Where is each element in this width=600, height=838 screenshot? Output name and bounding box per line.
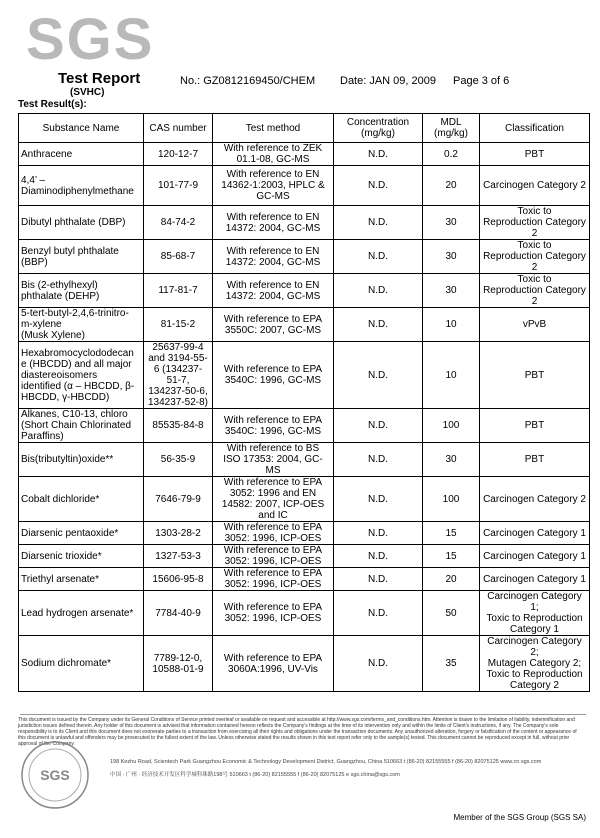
cell-mdl: 100 <box>423 477 480 522</box>
cell-classification: Carcinogen Category 2 <box>480 477 590 522</box>
cell-cas-number: 84-74-2 <box>144 206 213 240</box>
cell-concentration: N.D. <box>334 568 423 591</box>
cell-test-method: With reference to EN 14372: 2004, GC-MS <box>213 274 334 308</box>
cell-substance-name: Sodium dichromate* <box>19 636 144 692</box>
cell-test-method: With reference to EPA 3052: 1996, ICP-OES <box>213 545 334 568</box>
cell-test-method: With reference to EPA 3540C: 1996, GC-MS <box>213 409 334 443</box>
cell-substance-name: 5-tert-butyl-2,4,6-trinitro- m-xylene (Musk Xylene) <box>19 308 144 342</box>
header-concentration: Concentration (mg/kg) <box>334 114 423 143</box>
table-header-row <box>19 114 590 143</box>
header-substance: Substance Name <box>19 114 144 143</box>
header-method: Test method <box>213 114 334 143</box>
sgs-logo <box>18 6 158 72</box>
cell-mdl: 30 <box>423 206 480 240</box>
cell-mdl: 30 <box>423 240 480 274</box>
cell-substance-name: Diarsenic trioxide* <box>19 545 144 568</box>
cell-test-method: With reference to EPA 3052: 1996 and EN 14582: 2007, ICP-OES and IC <box>213 477 334 522</box>
cell-substance-name: Alkanes, C10-13, chloro (Short Chain Chlorinated Paraffins) <box>19 409 144 443</box>
cell-concentration: N.D. <box>334 206 423 240</box>
table-row <box>19 308 590 342</box>
cell-cas-number: 56-35-9 <box>144 443 213 477</box>
report-subtitle: (SVHC) <box>70 87 105 98</box>
table-row <box>19 409 590 443</box>
cell-mdl: 30 <box>423 443 480 477</box>
cell-concentration: N.D. <box>334 308 423 342</box>
cell-concentration: N.D. <box>334 166 423 206</box>
cell-substance-name: Anthracene <box>19 143 144 166</box>
cell-cas-number: 81-15-2 <box>144 308 213 342</box>
cell-concentration: N.D. <box>334 342 423 409</box>
cell-test-method: With reference to ZEK 01.1-08, GC-MS <box>213 143 334 166</box>
cell-concentration: N.D. <box>334 477 423 522</box>
cell-cas-number: 15606-95-8 <box>144 568 213 591</box>
cell-cas-number: 85535-84-8 <box>144 409 213 443</box>
cell-cas-number: 7784-40-9 <box>144 591 213 636</box>
table-row <box>19 274 590 308</box>
cell-mdl: 20 <box>423 166 480 206</box>
cell-concentration: N.D. <box>334 545 423 568</box>
cell-classification: PBT <box>480 143 590 166</box>
member-of-group: Member of the SGS Group (SGS SA) <box>453 813 586 822</box>
cell-test-method: With reference to EN 14372: 2004, GC-MS <box>213 206 334 240</box>
cell-substance-name: Bis(tributyltin)oxide** <box>19 443 144 477</box>
report-number: No.: GZ0812169450/CHEM <box>180 75 316 87</box>
cell-classification: Carcinogen Category 1; Toxic to Reproduction Category 1 <box>480 591 590 636</box>
sgs-stamp <box>20 740 90 810</box>
cell-mdl: 15 <box>423 545 480 568</box>
cell-cas-number: 7789-12-0, 10588-01-9 <box>144 636 213 692</box>
cell-concentration: N.D. <box>334 443 423 477</box>
cell-mdl: 10 <box>423 342 480 409</box>
cell-classification: PBT <box>480 443 590 477</box>
cell-mdl: 10 <box>423 308 480 342</box>
cell-cas-number: 7646-79-9 <box>144 477 213 522</box>
stamp-text: SGS <box>40 767 70 783</box>
page-number: Page 3 of 6 <box>453 75 510 87</box>
cell-substance-name: Lead hydrogen arsenate* <box>19 591 144 636</box>
cell-classification: PBT <box>480 409 590 443</box>
cell-test-method: With reference to EN 14372: 2004, GC-MS <box>213 240 334 274</box>
cell-mdl: 15 <box>423 522 480 545</box>
cell-test-method: With reference to EPA 3052: 1996, ICP-OES <box>213 591 334 636</box>
footer-divider <box>20 714 586 715</box>
table-body <box>19 143 590 692</box>
cell-test-method: With reference to EPA 3052: 1996, ICP-OES <box>213 568 334 591</box>
cell-classification: Toxic to Reproduction Category 2 <box>480 274 590 308</box>
table-row <box>19 143 590 166</box>
stamp-icon <box>20 740 90 810</box>
table-row <box>19 568 590 591</box>
cell-concentration: N.D. <box>334 591 423 636</box>
cell-classification: Carcinogen Category 1 <box>480 522 590 545</box>
table-row <box>19 206 590 240</box>
cell-classification: Carcinogen Category 1 <box>480 568 590 591</box>
header-classification: Classification <box>480 114 590 143</box>
cell-mdl: 0.2 <box>423 143 480 166</box>
cell-substance-name: Triethyl arsenate* <box>19 568 144 591</box>
cell-test-method: With reference to EPA 3052: 1996, ICP-OES <box>213 522 334 545</box>
cell-classification: Carcinogen Category 1 <box>480 545 590 568</box>
cell-substance-name: Hexabromocyclododecan e (HBCDD) and all major diastereoisomers identified (α – HBCDD, β- HBCDD, γ-HBCDD) <box>19 342 144 409</box>
logo-text: SGS <box>26 7 155 72</box>
header-cas: CAS number <box>144 114 213 143</box>
cell-substance-name: Bis (2-ethylhexyl) phthalate (DEHP) <box>19 274 144 308</box>
cell-cas-number: 1327-53-3 <box>144 545 213 568</box>
cell-cas-number: 25637-99-4 and 3194-55- 6 (134237- 51-7, 134237-50-6, 134237-52-8) <box>144 342 213 409</box>
results-table <box>18 113 590 692</box>
cell-classification: vPvB <box>480 308 590 342</box>
cell-mdl: 35 <box>423 636 480 692</box>
table-row <box>19 591 590 636</box>
table-row <box>19 477 590 522</box>
results-label: Test Result(s): <box>18 99 87 110</box>
header-mdl: MDL (mg/kg) <box>423 114 480 143</box>
cell-mdl: 20 <box>423 568 480 591</box>
cell-concentration: N.D. <box>334 274 423 308</box>
cell-substance-name: 4,4’ – Diaminodiphenylmethane <box>19 166 144 206</box>
address-chinese: 中国 · 广州 · 经济技术开发区科学城科珠路198号 510663 t (86-20) 82155555 f (86-20) 82075125 e sgs.china@sgs.com <box>110 772 400 778</box>
cell-concentration: N.D. <box>334 409 423 443</box>
cell-concentration: N.D. <box>334 240 423 274</box>
cell-mdl: 50 <box>423 591 480 636</box>
cell-concentration: N.D. <box>334 143 423 166</box>
cell-substance-name: Benzyl butyl phthalate (BBP) <box>19 240 144 274</box>
report-title: Test Report <box>58 70 141 87</box>
cell-classification: PBT <box>480 342 590 409</box>
cell-cas-number: 120-12-7 <box>144 143 213 166</box>
cell-concentration: N.D. <box>334 636 423 692</box>
cell-classification: Toxic to Reproduction Category 2 <box>480 240 590 274</box>
cell-cas-number: 85-68-7 <box>144 240 213 274</box>
cell-classification: Toxic to Reproduction Category 2 <box>480 206 590 240</box>
table-row <box>19 342 590 409</box>
cell-test-method: With reference to EN 14362-1:2003, HPLC & GC-MS <box>213 166 334 206</box>
footer-disclaimer: This document is issued by the Company under its General Conditions of Service printed overleaf or available on request and accessible at http://www.sgs.com/terms_and_conditions.htm. Attention is drawn to the limitation of liability, indemnification and jurisdiction issues defined therein. Any holder of this document is advised that information contained hereon reflects the Company’s findings at the time of its intervention only and within the limits of Client’s instructions, if any. The Company’s sole responsibility is to its Client and this document does not exonerate parties to a transaction from exercising all their rights and obligations under the transaction documents. Any unauthorized alteration, forgery or falsification of the content or appearance of this document is unlawful and offenders may be prosecuted to the fullest extent of the law. Unless otherwise stated the results shown in this test report refer only to the sample(s) tested. This document cannot be reproduced except in full, without prior approval of the Company. <box>18 717 577 747</box>
cell-cas-number: 101-77-9 <box>144 166 213 206</box>
table-row <box>19 166 590 206</box>
cell-substance-name: Dibutyl phthalate (DBP) <box>19 206 144 240</box>
cell-mdl: 30 <box>423 274 480 308</box>
cell-classification: Carcinogen Category 2; Mutagen Category 2; Toxic to Reproduction Category 2 <box>480 636 590 692</box>
cell-cas-number: 1303-28-2 <box>144 522 213 545</box>
cell-test-method: With reference to BS ISO 17353: 2004, GC- MS <box>213 443 334 477</box>
table-row <box>19 522 590 545</box>
table-row <box>19 443 590 477</box>
cell-test-method: With reference to EPA 3060A:1996, UV-Vis <box>213 636 334 692</box>
table-row <box>19 545 590 568</box>
cell-mdl: 100 <box>423 409 480 443</box>
table-row <box>19 636 590 692</box>
cell-test-method: With reference to EPA 3540C: 1996, GC-MS <box>213 342 334 409</box>
address-english: 198 Kezhu Road, Scientech Park Guangzhou Economic & Technology Development District, Guangzhou, China 510663 t (86-20) 82155555 f (86-20) 82075125 www.cn.sgs.com <box>110 759 542 765</box>
cell-test-method: With reference to EPA 3550C: 2007, GC-MS <box>213 308 334 342</box>
cell-substance-name: Cobalt dichloride* <box>19 477 144 522</box>
cell-cas-number: 117-81-7 <box>144 274 213 308</box>
cell-concentration: N.D. <box>334 522 423 545</box>
cell-substance-name: Diarsenic pentaoxide* <box>19 522 144 545</box>
report-date: Date: JAN 09, 2009 <box>340 75 437 87</box>
cell-classification: Carcinogen Category 2 <box>480 166 590 206</box>
table-row <box>19 240 590 274</box>
